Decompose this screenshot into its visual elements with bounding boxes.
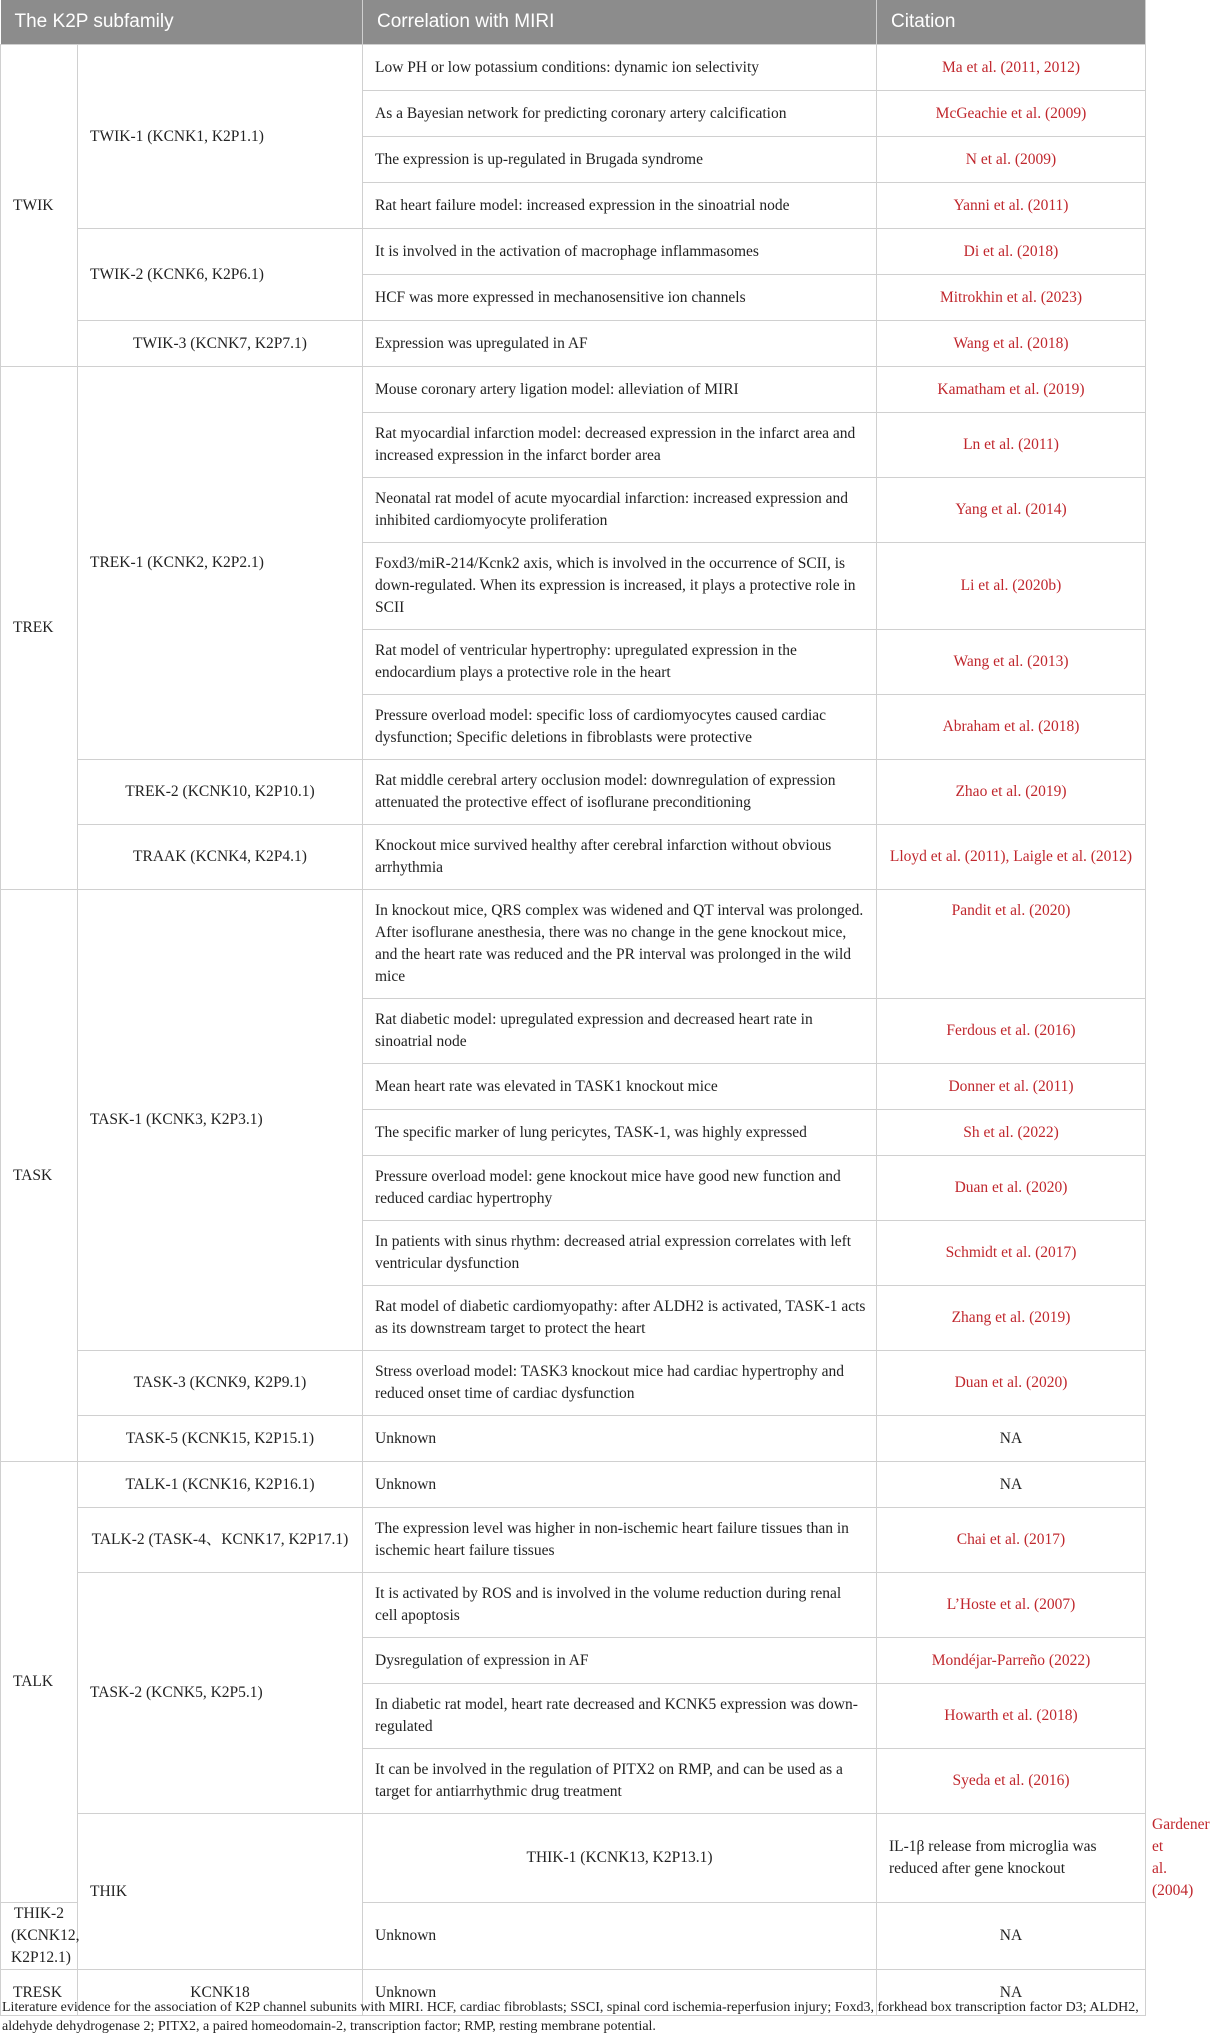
citation-link[interactable]: Zhao et al. (2019) (877, 760, 1146, 825)
table-caption: Literature evidence for the association of K2P channel subunits with MIRI. HCF, cardiac fibroblasts; SSCI, spinal cord ischemia-reperfusion injury; Foxd3, forkhead box transcription factor D3; ALDH2, aldehyde dehydrogenase 2; PITX2, a paired homeodomain-2, transcription factor; RMP, resting membrane potential. (2, 2000, 1139, 2034)
citation-link[interactable]: Lloyd et al. (2011), Laigle et al. (2012) (877, 825, 1146, 890)
table-row: THIK THIK-1 (KCNK13, K2P13.1) IL-1β release from microglia was reduced after gene knockout Gardener et al. (2004) (1, 1814, 1146, 1903)
correlation-cell: Neonatal rat model of acute myocardial infarction: increased expression and inhibited cardiomyocyte proliferation (363, 478, 877, 543)
table-row (1, 1416, 1146, 1462)
subunit-cell: TALK-1 (KCNK16, K2P16.1) (78, 1462, 363, 1508)
correlation-cell: Rat diabetic model: upregulated expression and decreased heart rate in sinoatrial node (363, 999, 877, 1064)
citation-link[interactable]: Ln et al. (2011) (877, 413, 1146, 478)
correlation-cell: Low PH or low potassium conditions: dynamic ion selectivity (363, 45, 877, 91)
correlation-cell: IL-1β release from microglia was reduced after gene knockout (877, 1814, 1146, 1903)
citation-link[interactable]: Ma et al. (2011, 2012) (877, 45, 1146, 91)
correlation-cell: Stress overload model: TASK3 knockout mice had cardiac hypertrophy and reduced onset time of cardiac dysfunction (363, 1351, 877, 1416)
citation-link[interactable]: Howarth et al. (2018) (877, 1684, 1146, 1749)
correlation-cell: Foxd3/miR-214/Kcnk2 axis, which is involved in the occurrence of SCII, is down-regulated. When its expression is increased, it plays a protective role in SCII (363, 543, 877, 630)
citation-link[interactable]: Wang et al. (2013) (877, 630, 1146, 695)
citation-link[interactable]: Ferdous et al. (2016) (877, 999, 1146, 1064)
citation-link[interactable]: Sh et al. (2022) (877, 1110, 1146, 1156)
subunit-cell: TWIK-3 (KCNK7, K2P7.1) (78, 321, 363, 367)
citation-link[interactable]: N et al. (2009) (877, 137, 1146, 183)
citation-link[interactable]: Yang et al. (2014) (877, 478, 1146, 543)
subunit-cell: TWIK-1 (KCNK1, K2P1.1) (78, 45, 363, 229)
correlation-cell: The specific marker of lung pericytes, TASK-1, was highly expressed (363, 1110, 877, 1156)
correlation-cell: Unknown (363, 1903, 877, 1970)
citation-link[interactable]: Mondéjar-Parreño (2022) (877, 1638, 1146, 1684)
citation-link[interactable]: Donner et al. (2011) (877, 1064, 1146, 1110)
correlation-cell: Pressure overload model: specific loss of cardiomyocytes caused cardiac dysfunction; Specific deletions in fibroblasts were protective (363, 695, 877, 760)
header-family: The K2P subfamily (1, 0, 363, 45)
citation-link[interactable]: Pandit et al. (2020) (877, 890, 1146, 999)
correlation-cell: Mean heart rate was elevated in TASK1 knockout mice (363, 1064, 877, 1110)
correlation-cell: Rat middle cerebral artery occlusion model: downregulation of expression attenuated the protective effect of isoflurane preconditioning (363, 760, 877, 825)
correlation-cell: Unknown (363, 1462, 877, 1508)
citation-link[interactable]: Zhang et al. (2019) (877, 1286, 1146, 1351)
table-row (1, 321, 1146, 367)
correlation-cell: Knockout mice survived healthy after cerebral infarction without obvious arrhythmia (363, 825, 877, 890)
subunit-cell: TRAAK (KCNK4, K2P4.1) (78, 825, 363, 890)
correlation-cell: Rat model of diabetic cardiomyopathy: after ALDH2 is activated, TASK-1 acts as its downstream target to protect the heart (363, 1286, 877, 1351)
table-row (1, 1462, 1146, 1508)
correlation-cell: It is involved in the activation of macrophage inflammasomes (363, 229, 877, 275)
subunit-cell: TREK-1 (KCNK2, K2P2.1) (78, 367, 363, 760)
citation-cell: NA (877, 1462, 1146, 1508)
correlation-cell: In diabetic rat model, heart rate decreased and KCNK5 expression was down-regulated (363, 1684, 877, 1749)
subunit-cell: TASK-3 (KCNK9, K2P9.1) (78, 1351, 363, 1416)
subunit-cell: TWIK-2 (KCNK6, K2P6.1) (78, 229, 363, 321)
correlation-cell: Rat heart failure model: increased expression in the sinoatrial node (363, 183, 877, 229)
family-cell: THIK (78, 1814, 363, 1970)
citation-link[interactable]: Kamatham et al. (2019) (877, 367, 1146, 413)
header-correlation: Correlation with MIRI (363, 0, 877, 45)
citation-link[interactable]: Syeda et al. (2016) (877, 1749, 1146, 1814)
family-cell: TREK (1, 367, 78, 890)
citation-link[interactable]: Duan et al. (2020) (877, 1156, 1146, 1221)
subunit-cell: TALK-2 (TASK-4、KCNK17, K2P17.1) (78, 1508, 363, 1573)
table-header-row (1, 0, 1146, 45)
citation-link[interactable]: Li et al. (2020b) (877, 543, 1146, 630)
citation-cell: NA (877, 1970, 1146, 2016)
correlation-cell: Unknown (363, 1416, 877, 1462)
correlation-cell: The expression is up-regulated in Brugada syndrome (363, 137, 877, 183)
correlation-cell: In patients with sinus rhythm: decreased atrial expression correlates with left ventricular dysfunction (363, 1221, 877, 1286)
table-row (1, 825, 1146, 890)
family-cell: TWIK (1, 45, 78, 367)
subunit-cell: THIK-1 (KCNK13, K2P13.1) (363, 1814, 877, 1903)
correlation-cell: Pressure overload model: gene knockout mice have good new function and reduced cardiac hypertrophy (363, 1156, 877, 1221)
table-row (1, 760, 1146, 825)
citation-link[interactable]: Yanni et al. (2011) (877, 183, 1146, 229)
subunit-cell: TASK-2 (KCNK5, K2P5.1) (78, 1573, 363, 1814)
correlation-cell: Unknown (363, 1970, 877, 2016)
citation-link[interactable]: Di et al. (2018) (877, 229, 1146, 275)
citation-cell: NA (877, 1416, 1146, 1462)
citation-link[interactable]: Wang et al. (2018) (877, 321, 1146, 367)
table-row (1, 367, 1146, 413)
subunit-cell: KCNK18 (78, 1970, 363, 2016)
correlation-cell: Expression was upregulated in AF (363, 321, 877, 367)
citation-link[interactable]: Mitrokhin et al. (2023) (877, 275, 1146, 321)
subunit-cell: TASK-1 (KCNK3, K2P3.1) (78, 890, 363, 1351)
citation-link[interactable]: Chai et al. (2017) (877, 1508, 1146, 1573)
subunit-cell: TREK-2 (KCNK10, K2P10.1) (78, 760, 363, 825)
family-cell: TALK (1, 1462, 78, 1903)
correlation-cell: The expression level was higher in non-ischemic heart failure tissues than in ischemic heart failure tissues (363, 1508, 877, 1573)
citation-cell: NA (877, 1903, 1146, 1970)
correlation-cell: It can be involved in the regulation of PITX2 on RMP, and can be used as a target for antiarrhythmic drug treatment (363, 1749, 877, 1814)
correlation-cell: Dysregulation of expression in AF (363, 1638, 877, 1684)
citation-link[interactable]: McGeachie et al. (2009) (877, 91, 1146, 137)
citation-link[interactable]: Abraham et al. (2018) (877, 695, 1146, 760)
family-cell: TRESK (1, 1970, 78, 2016)
correlation-cell: In knockout mice, QRS complex was widened and QT interval was prolonged. After isoflurane anesthesia, there was no change in the gene knockout mice, and the heart rate was reduced and the PR interval was prolonged in the wild mice (363, 890, 877, 999)
table-row (1, 890, 1146, 999)
correlation-cell: Rat myocardial infarction model: decreased expression in the infarct area and increased expression in the infarct border area (363, 413, 877, 478)
subunit-cell: THIK-2 (KCNK12, K2P12.1) (1, 1903, 78, 1970)
correlation-cell: Mouse coronary artery ligation model: alleviation of MIRI (363, 367, 877, 413)
citation-link[interactable]: L’Hoste et al. (2007) (877, 1573, 1146, 1638)
table-row (1, 1351, 1146, 1416)
table-row (1, 45, 1146, 91)
table-row (1, 1508, 1146, 1573)
citation-link[interactable]: Duan et al. (2020) (877, 1351, 1146, 1416)
citation-link[interactable]: Schmidt et al. (2017) (877, 1221, 1146, 1286)
family-cell: TASK (1, 890, 78, 1462)
correlation-cell: HCF was more expressed in mechanosensitive ion channels (363, 275, 877, 321)
correlation-cell: Rat model of ventricular hypertrophy: upregulated expression in the endocardium plays a protective role in the heart (363, 630, 877, 695)
correlation-cell: As a Bayesian network for predicting coronary artery calcification (363, 91, 877, 137)
header-citation: Citation (877, 0, 1146, 45)
correlation-cell: It is activated by ROS and is involved in the volume reduction during renal cell apoptosis (363, 1573, 877, 1638)
table-row (1, 1573, 1146, 1638)
subunit-cell: TASK-5 (KCNK15, K2P15.1) (78, 1416, 363, 1462)
table-row (1, 229, 1146, 275)
